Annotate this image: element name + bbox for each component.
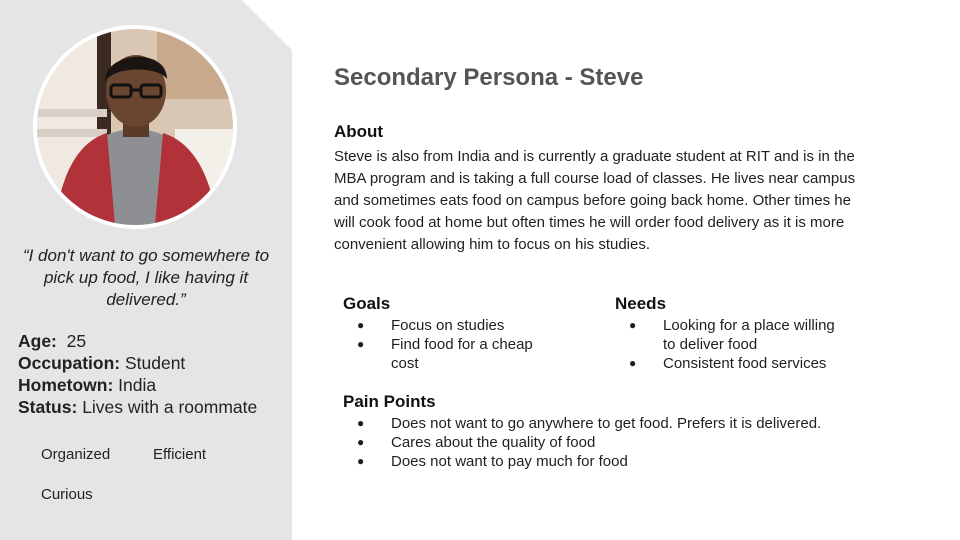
list-item: ● Does not want to go anywhere to get food. Prefers it is delivered. [343, 414, 903, 433]
list-item: ● Focus on studies [343, 316, 558, 335]
goals-heading: Goals [343, 294, 391, 313]
about-text: Steve is also from India and is currently a graduate student at RIT and is in the MBA program and is taking a full course load of classes. He lives near campus and sometimes eats food on campus before going back home. Other times he will cook food at home but often times he will order food delivery as it is more convenient allowing him to focus on his studies. [334, 148, 856, 253]
needs-heading: Needs [615, 294, 667, 313]
list-item: ● Find food for a cheap cost [343, 335, 558, 373]
avatar [33, 25, 237, 229]
about-heading: About [334, 122, 384, 141]
persona-facts [18, 330, 257, 418]
list-item: ● Looking for a place willing to deliver food [615, 316, 850, 354]
list-item: ● Cares about the quality of food [343, 433, 903, 452]
needs-list [615, 316, 850, 373]
list-item: ● Does not want to pay much for food [343, 452, 903, 471]
person-photo-icon [37, 29, 233, 225]
trait-organized: Organized [41, 446, 111, 463]
persona-quote: “I don't want to go somewhere to pick up food, I like having it delivered.” [22, 246, 270, 309]
trait-efficient: Efficient [153, 446, 207, 463]
fact-hometown: Hometown: India [18, 375, 157, 395]
page-title: Secondary Persona - Steve [334, 64, 644, 91]
trait-curious: Curious [41, 486, 93, 503]
pain-points-heading: Pain Points [343, 392, 436, 411]
list-item: ● Consistent food services [615, 354, 850, 373]
goals-list [343, 316, 558, 373]
fact-status: Status: Lives with a roommate [18, 397, 258, 417]
fact-occupation: Occupation: Student [18, 353, 186, 373]
pain-points-list [343, 414, 903, 471]
fact-age: Age: 25 [18, 331, 87, 351]
